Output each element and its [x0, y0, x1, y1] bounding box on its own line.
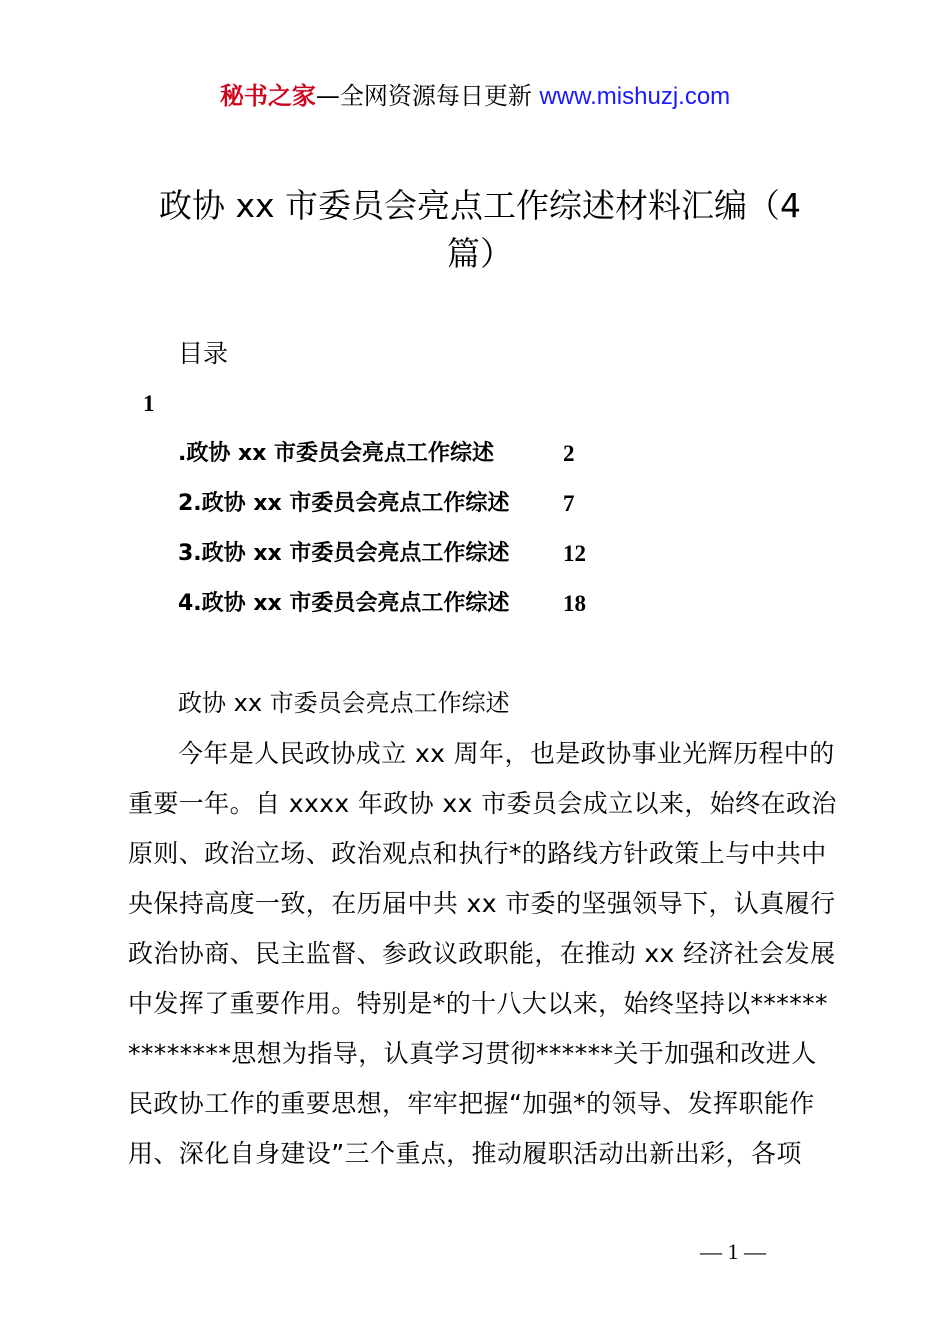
toc-heading: 目录 [178, 339, 229, 368]
brand-name: 秘书之家 [219, 82, 316, 110]
toc-item-label[interactable]: .政协 xx 市委员会亮点工作综述 [178, 441, 495, 466]
toc-item-page: 18 [563, 591, 586, 616]
body-line: 今年是人民政协成立 xx 周年，也是政协事业光辉历程中的 [178, 739, 835, 768]
toc-item-page: 7 [563, 491, 575, 516]
document-title [130, 182, 830, 278]
body-line: 政治协商、民主监督、参政议政职能，在推动 xx 经济社会发展 [128, 939, 836, 968]
body-line: 民政协工作的重要思想，牢牢把握“加强*的领导、发挥职能作 [128, 1089, 815, 1118]
document-title-line-2: 篇） [447, 234, 513, 273]
body-line: 中发挥了重要作用。特别是*的十八大以来，始终坚持以****** [128, 989, 828, 1018]
site-header [0, 80, 950, 113]
toc-item-page: 2 [563, 441, 575, 466]
body-line: 用、深化自身建设”三个重点，推动履职活动出新出彩，各项 [128, 1139, 802, 1168]
toc-item-page: 12 [563, 541, 586, 566]
header-tagline: —全网资源每日更新 [315, 82, 532, 110]
toc-item-label[interactable]: 2.政协 xx 市委员会亮点工作综述 [178, 491, 510, 516]
body-line: 重要一年。自 xxxx 年政协 xx 市委员会成立以来，始终在政治 [128, 789, 837, 818]
section-title: 政协 xx 市委员会亮点工作综述 [178, 689, 510, 717]
page-number: — 1 — [700, 1239, 766, 1264]
body-line: ********思想为指导，认真学习贯彻******关于加强和改进人 [128, 1039, 817, 1068]
body-paragraph [128, 734, 837, 1184]
body-line: 原则、政治立场、政治观点和执行*的路线方针政策上与中共中 [128, 839, 827, 868]
body-line: 央保持高度一致，在历届中共 xx 市委的坚强领导下，认真履行 [128, 889, 836, 918]
toc-item-label[interactable]: 4.政协 xx 市委员会亮点工作综述 [178, 591, 510, 616]
document-title-line-1: 政协 xx 市委员会亮点工作综述材料汇编（4 [158, 186, 802, 225]
toc-item-label[interactable]: 3.政协 xx 市委员会亮点工作综述 [178, 541, 510, 566]
toc-first-number: 1 [143, 391, 155, 416]
site-url-link[interactable]: www.mishuzj.com [539, 83, 731, 110]
